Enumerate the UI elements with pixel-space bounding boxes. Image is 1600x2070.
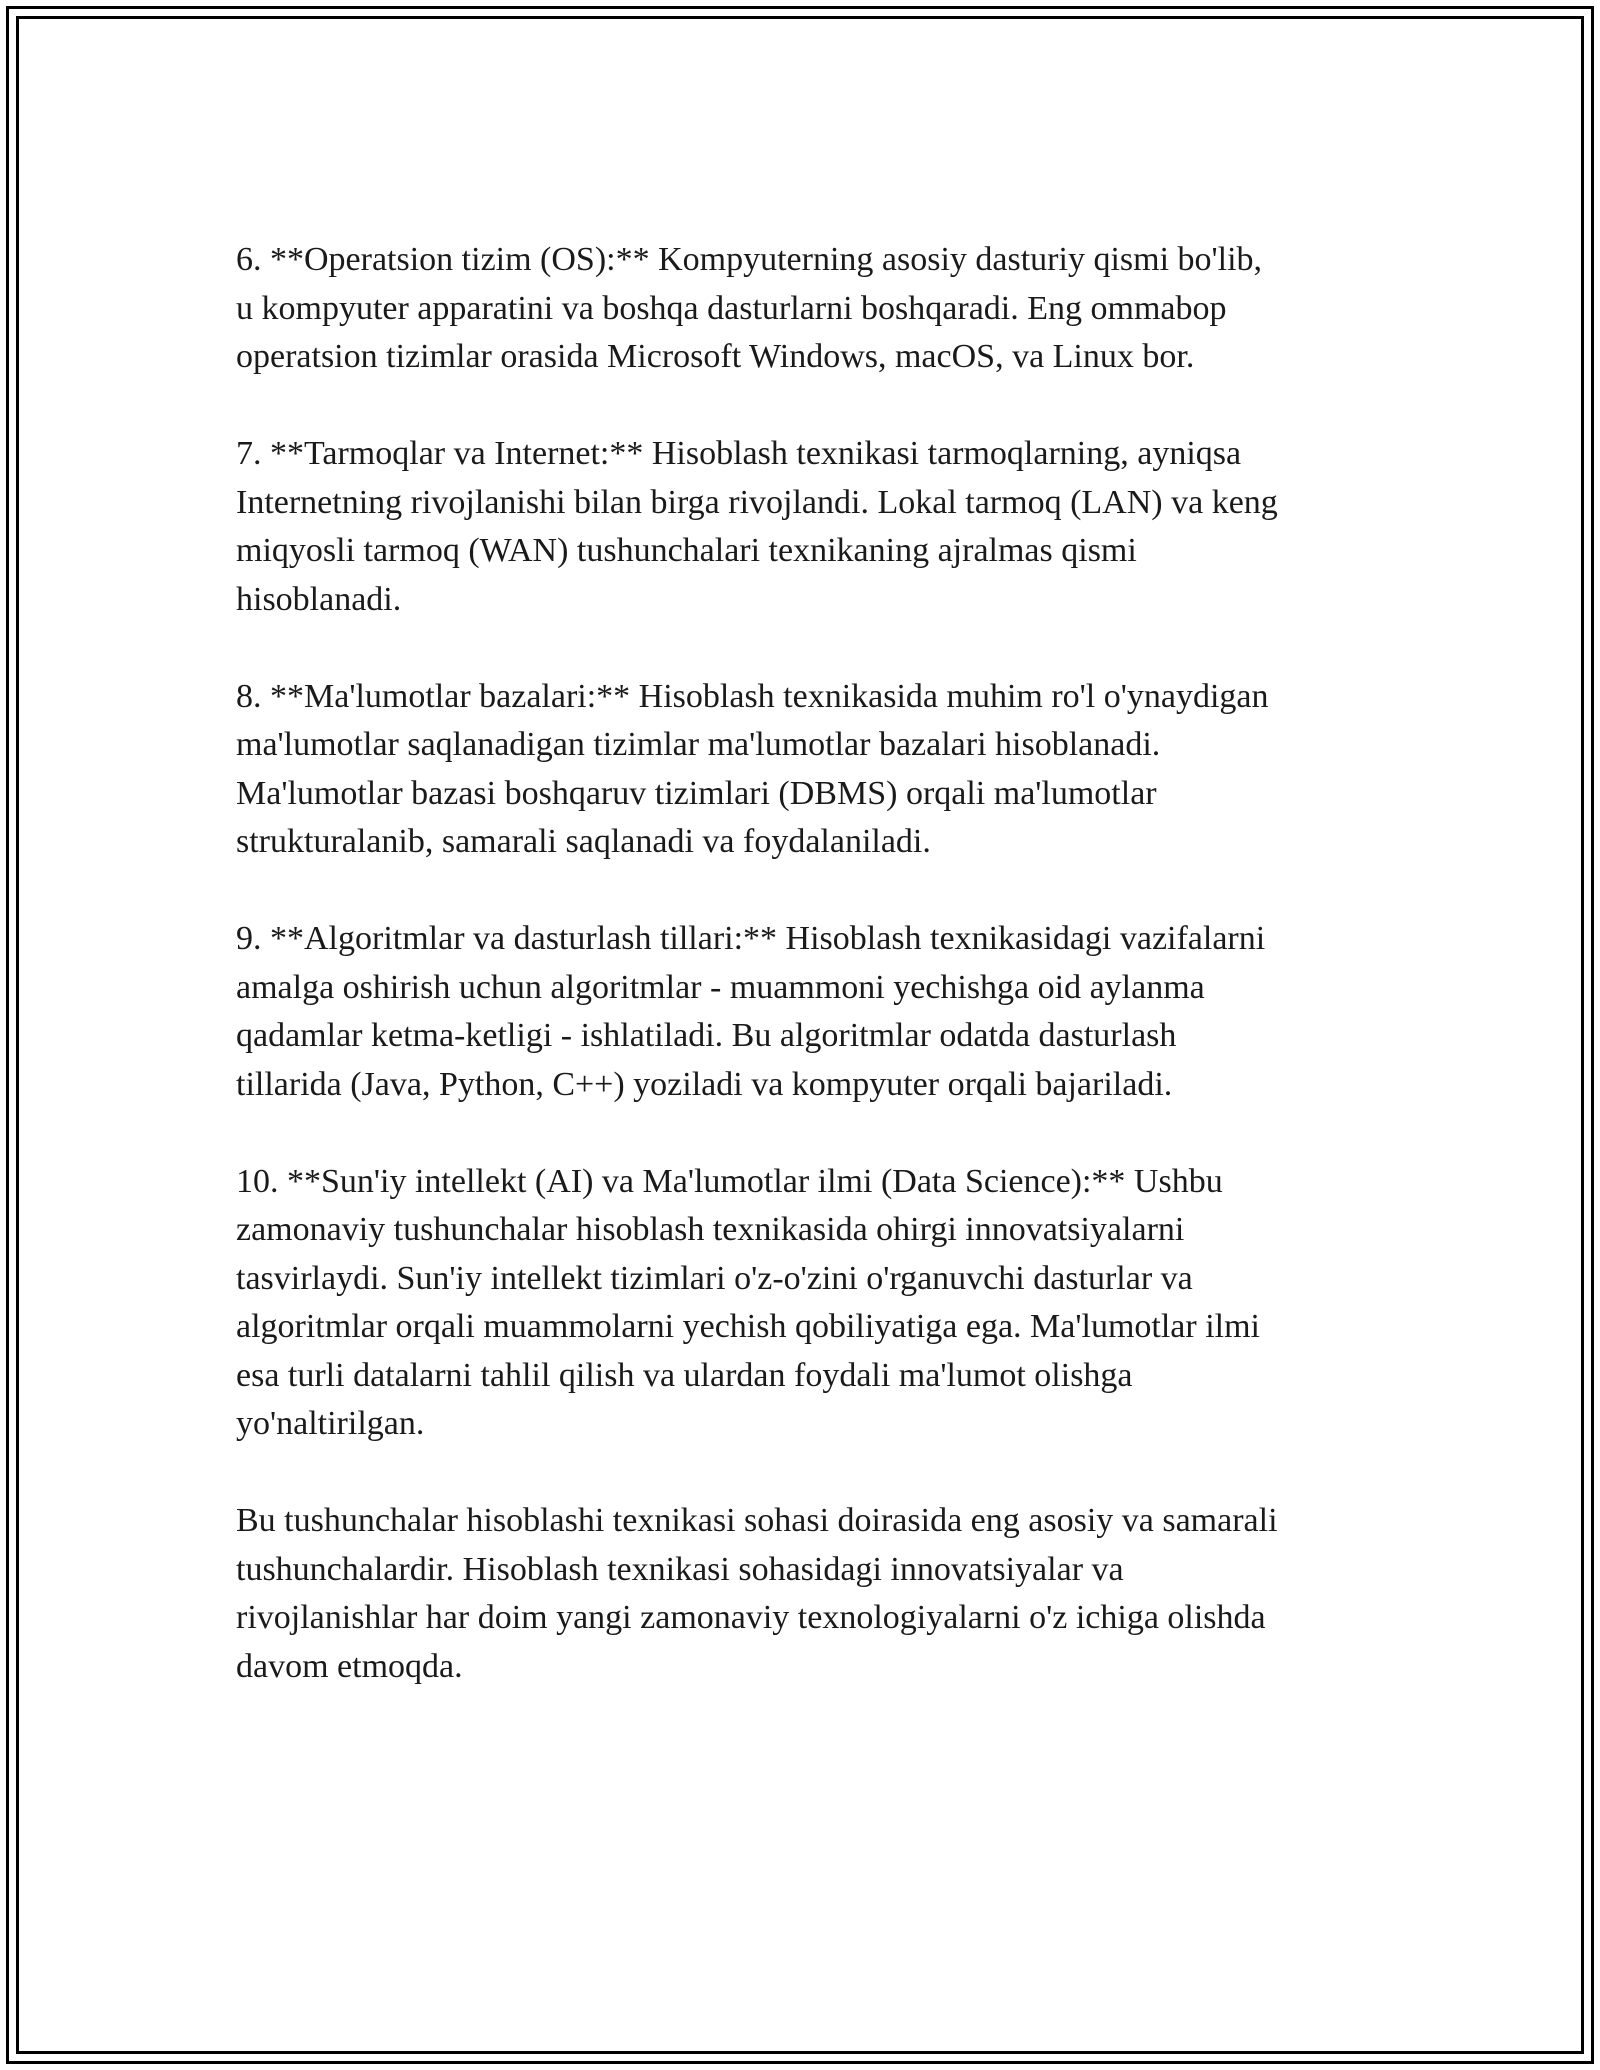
document-body (236, 236, 1366, 1740)
paragraph-ai-data-science: 10. **Sun'iy intellekt (AI) va Ma'lumotlar ilmi (Data Science):** Ushbu zamonaviy tushunchalar hisoblash texnikasida ohirgi innovatsiyalarni tasvirlaydi. Sun'iy intellekt tizimlari o'z-o'zini o'rganuvchi dasturlar va algoritmlar orqali muammolarni yechish qobiliyatiga ega. Ma'lumotlar ilmi esa turli datalarni tahlil qilish va ulardan foydali ma'lumot olishga yo'naltirilgan. (236, 1162, 1260, 1442)
paragraph-operating-system: 6. **Operatsion tizim (OS):** Kompyuterning asosiy dasturiy qismi bo'lib, u kompyuter apparatini va boshqa dasturlarni boshqaradi. Eng ommabop operatsion tizimlar orasida Microsoft Windows, macOS, va Linux bor. (236, 241, 1263, 375)
paragraph-algorithms-languages: 9. **Algoritmlar va dasturlash tillari:** Hisoblash texnikasidagi vazifalarni amalga oshirish uchun algoritmlar - muammoni yechishga oid aylanma qadamlar ketma-ketligi - ishlatiladi. Bu algoritmlar odatda dasturlash tillarida (Java, Python, C++) yoziladi va kompyuter orqali bajariladi. (236, 920, 1266, 1103)
paragraph-databases: 8. **Ma'lumotlar bazalari:** Hisoblash texnikasida muhim ro'l o'ynaydigan ma'lumotlar saqlanadigan tizimlar ma'lumotlar bazalari hisoblanadi. Ma'lumotlar bazasi boshqaruv tizimlari (DBMS) orqali ma'lumotlar strukturalanib, samarali saqlanadi va foydalaniladi. (236, 677, 1269, 860)
paragraph-conclusion: Bu tushunchalar hisoblashi texnikasi sohasi doirasida eng asosiy va samarali tushunchalardir. Hisoblash texnikasi sohasidagi innovatsiyalar va rivojlanishlar har doim yangi zamonaviy texnologiyalarni o'z ichiga olishda davom etmoqda. (236, 1502, 1278, 1685)
paragraph-networks-internet: 7. **Tarmoqlar va Internet:** Hisoblash texnikasi tarmoqlarning, ayniqsa Internetning rivojlanishi bilan birga rivojlandi. Lokal tarmoq (LAN) va keng miqyosli tarmoq (WAN) tushunchalari texnikaning ajralmas qismi hisoblanadi. (236, 435, 1278, 618)
